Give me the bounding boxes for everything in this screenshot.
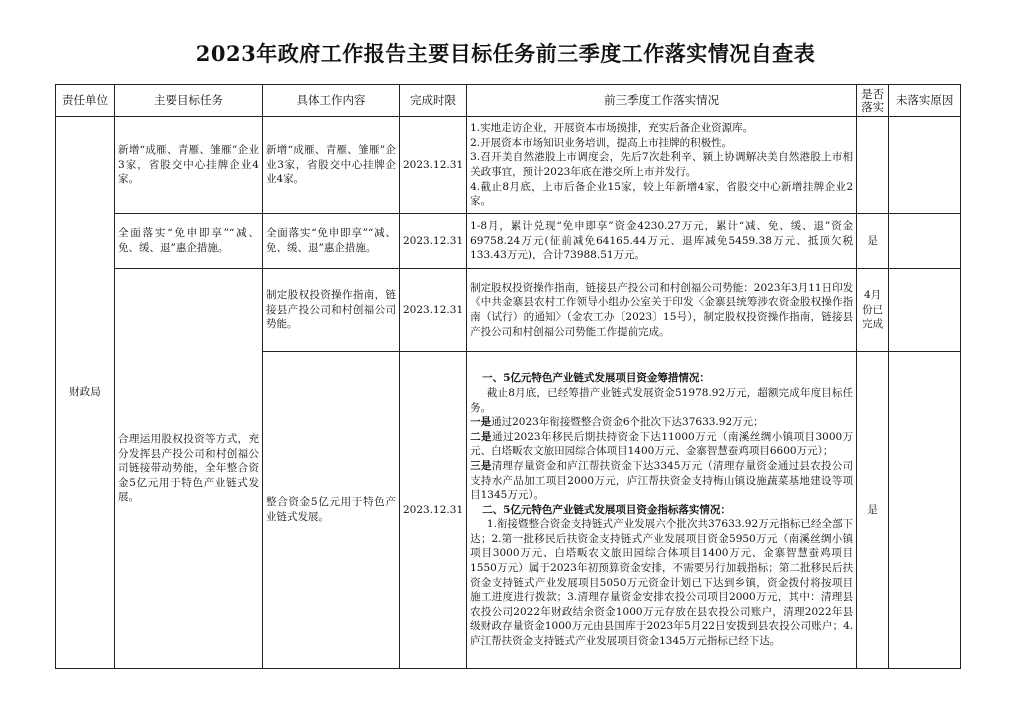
statement-lead: 二是: [470, 430, 492, 443]
statement-text: 通过2023年衔接暨整合资金6个批次下达37633.92万元；: [491, 416, 764, 429]
header-done: 是否落实: [857, 85, 889, 117]
reason-cell: [889, 214, 961, 269]
progress-cell: [467, 117, 857, 214]
deadline-cell: 2023.12.31: [400, 117, 467, 214]
content-cell: 制定股权投资操作指南，链接县产投公司和村创福公司势能。: [263, 269, 400, 352]
goal-cell: 合理运用股权投资等方式，充分发挥县产投公司和村创福公司链接带动势能，全年整合资金5亿元用于特色产业链式发展。: [115, 269, 263, 669]
done-cell: 是: [857, 214, 889, 269]
paragraph: 1.衔接暨整合资金支持链式产业发展六个批次共37633.92万元指标已经全部下达；2.第一批移民后扶资金支持链式产业发展项目资金5950万元（南溪丝绸小镇项目3000万元、白塔畈农文旅田园综合体项目1400万元、金寨智慧蚕鸡项目1550万元）属于2023年初预算资金安排，不需要另行加载指标；第二批移民后扶资金支持链式产业发展项目5050万元资金计划已下达到乡镇，资金拨付将按项目施工进度进行拨款；3.清理存量资金安排农投公司项目2000万元，其中：清理县农投公司2022年财政结余资金1000万元存放在县农投公司账户，清理2022年县级财政存量资金1000万元由县国库于2023年5月22日安拨到县农投公司账户；4.庐江帮扶资金支持链式产业发展项目资金1345万元指标已经下达。: [470, 518, 854, 648]
done-cell: 4月份已完成: [857, 269, 889, 352]
header-reason: 未落实原因: [889, 85, 961, 117]
reason-cell: [889, 269, 961, 352]
statement: [470, 415, 853, 430]
statement-lead: 一是: [470, 416, 492, 429]
table-row: [56, 214, 961, 269]
content-cell: 新增“成雁、青雁、雏雁”企业3家，省股交中心挂牌企业4家。: [263, 117, 400, 214]
statement-lead: 三是: [470, 459, 492, 472]
deadline-cell: 2023.12.31: [400, 214, 467, 269]
self-check-table: [55, 84, 961, 669]
done-cell: [857, 117, 889, 214]
progress-cell: 1-8月，累计兑现“免申即享”资金4230.27万元，累计“减、免、缓、退”资金69758.24万元(征前减免64165.44万元、退库减免5459.38万元、抵顶欠税133.43万元)，合计73988.51万元。: [467, 214, 857, 269]
progress-line: 3.召开美自然港股上市调度会，先后7次赴利辛、颍上协调解决美自然港股上市相关政事宜，预计2023年底在港交所上市并发行。: [470, 151, 854, 178]
progress-line: 1.实地走访企业，开展资本市场摸排，充实后备企业资源库。: [470, 122, 754, 135]
header-row: [56, 85, 961, 117]
content-cell: 整合资金5亿元用于特色产业链式发展。: [263, 352, 400, 669]
deadline-cell: 2023.12.31: [400, 352, 467, 669]
goal-cell: 全面落实“免申即享”“减、免、缓、退”惠企措施。: [115, 214, 263, 269]
progress-cell: 制定股权投资操作指南，链接县产投公司和村创福公司势能：2023年3月11日印发《中共金寨县农村工作领导小组办公室关于印发〈金寨县统筹涉农资金股权操作指南（试行）的通知〉（金农工办〔2023〕15号），制定股权投资操作指南，链接县产投公司和村创福公司势能工作提前完成。: [467, 269, 857, 352]
content-cell: 全面落实“免申即享”“减、免、缓、退”惠企措施。: [263, 214, 400, 269]
statement: [470, 430, 853, 459]
progress-line: 4.截止8月底，上市后备企业15家，较上年新增4家，省股交中心新增挂牌企业2家。: [470, 180, 854, 208]
statement-text: 清理存量资金和庐江帮扶资金下达3345万元（清理存量资金通过县农投公司支持水产品加工项目2000万元，庐江帮扶资金支持梅山镇设施蔬菜基地建设等项目1345万元）。: [470, 459, 854, 502]
unit-cell: 财政局: [56, 117, 115, 669]
page-title: 2023年政府工作报告主要目标任务前三季度工作落实情况自查表: [195, 41, 816, 66]
statement-text: 通过2023年移民后期扶持资金下达11000万元（南溪丝绸小镇项目3000万元、白塔畈农文旅田园综合体项目1400万元、金寨智慧蚕鸡项目6600万元）；: [470, 430, 854, 458]
header-content: 具体工作内容: [263, 85, 400, 117]
paragraph: 截止8月底，已经筹措产业链式发展资金51978.92万元，超额完成年度目标任务。: [470, 386, 854, 414]
statement: [470, 459, 853, 503]
progress-line: 2.开展资本市场知识业务培训，提高上市挂牌的积极性。: [470, 136, 733, 149]
header-progress: 前三季度工作落实情况: [467, 85, 857, 117]
goal-cell: 新增“成雁、青雁、雏雁”企业3家，省股交中心挂牌企业4家。: [115, 117, 263, 214]
table-row: [56, 269, 961, 352]
table-row: [56, 117, 961, 214]
section-heading: 二、5亿元特色产业链式发展项目资金指标落实情况：: [482, 503, 731, 516]
section-heading: 一、5亿元特色产业链式发展项目资金筹措情况：: [482, 372, 710, 385]
done-cell: 是: [857, 352, 889, 669]
reason-cell: [889, 352, 961, 669]
reason-cell: [889, 117, 961, 214]
header-deadline: 完成时限: [400, 85, 467, 117]
header-unit: 责任单位: [56, 85, 115, 117]
header-goal: 主要目标任务: [115, 85, 263, 117]
progress-cell: [467, 352, 857, 669]
deadline-cell: 2023.12.31: [400, 269, 467, 352]
